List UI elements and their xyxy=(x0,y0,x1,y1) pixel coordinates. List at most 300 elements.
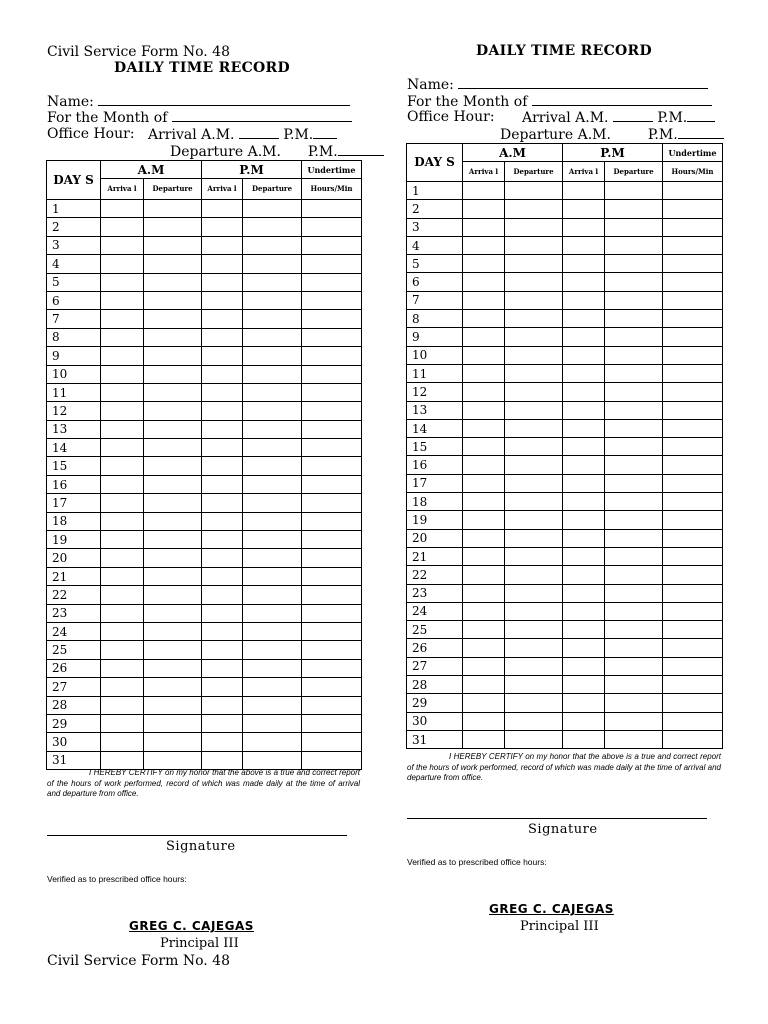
undertime-cell[interactable] xyxy=(663,493,723,511)
am-departure-cell[interactable] xyxy=(144,236,202,254)
am-departure-cell[interactable] xyxy=(144,494,202,512)
pm-arrival-cell[interactable] xyxy=(202,365,243,383)
am-arrival-cell[interactable] xyxy=(101,439,144,457)
am-arrival-cell[interactable] xyxy=(463,657,505,675)
am-arrival-cell[interactable] xyxy=(463,291,505,309)
am-arrival-cell[interactable] xyxy=(463,364,505,382)
pm-arrival-cell[interactable] xyxy=(202,494,243,512)
undertime-cell[interactable] xyxy=(302,457,362,475)
undertime-cell[interactable] xyxy=(302,328,362,346)
undertime-cell[interactable] xyxy=(302,586,362,604)
undertime-cell[interactable] xyxy=(302,678,362,696)
pm-arrival-cell[interactable] xyxy=(563,383,605,401)
am-arrival-cell[interactable] xyxy=(101,733,144,751)
am-departure-cell[interactable] xyxy=(505,547,563,565)
undertime-cell[interactable] xyxy=(302,512,362,530)
am-departure-cell[interactable] xyxy=(144,200,202,218)
undertime-cell[interactable] xyxy=(302,200,362,218)
am-departure-cell[interactable] xyxy=(144,347,202,365)
undertime-cell[interactable] xyxy=(663,529,723,547)
undertime-cell[interactable] xyxy=(302,383,362,401)
am-departure-cell[interactable] xyxy=(144,678,202,696)
am-arrival-cell[interactable] xyxy=(463,182,505,200)
name-blank[interactable] xyxy=(98,93,350,106)
pm-departure-cell[interactable] xyxy=(605,383,663,401)
pm-departure-cell[interactable] xyxy=(243,586,302,604)
departure-pm-blank[interactable] xyxy=(678,126,724,139)
pm-arrival-cell[interactable] xyxy=(563,456,605,474)
pm-arrival-cell[interactable] xyxy=(563,493,605,511)
pm-departure-cell[interactable] xyxy=(605,621,663,639)
undertime-cell[interactable] xyxy=(663,182,723,200)
am-arrival-cell[interactable] xyxy=(463,310,505,328)
undertime-cell[interactable] xyxy=(302,714,362,732)
pm-arrival-cell[interactable] xyxy=(563,694,605,712)
am-departure-cell[interactable] xyxy=(505,493,563,511)
pm-departure-cell[interactable] xyxy=(605,200,663,218)
month-blank[interactable] xyxy=(172,109,352,122)
undertime-cell[interactable] xyxy=(302,402,362,420)
am-departure-cell[interactable] xyxy=(144,218,202,236)
am-departure-cell[interactable] xyxy=(505,712,563,730)
am-departure-cell[interactable] xyxy=(144,751,202,769)
pm-arrival-cell[interactable] xyxy=(563,712,605,730)
am-departure-cell[interactable] xyxy=(144,439,202,457)
undertime-cell[interactable] xyxy=(663,310,723,328)
pm-departure-cell[interactable] xyxy=(605,310,663,328)
am-arrival-cell[interactable] xyxy=(463,694,505,712)
am-departure-cell[interactable] xyxy=(144,255,202,273)
am-departure-cell[interactable] xyxy=(144,402,202,420)
pm-departure-cell[interactable] xyxy=(243,696,302,714)
am-departure-cell[interactable] xyxy=(505,383,563,401)
pm-departure-cell[interactable] xyxy=(605,364,663,382)
am-arrival-cell[interactable] xyxy=(463,529,505,547)
pm-departure-cell[interactable] xyxy=(605,438,663,456)
am-departure-cell[interactable] xyxy=(505,182,563,200)
am-departure-cell[interactable] xyxy=(144,475,202,493)
pm-arrival-cell[interactable] xyxy=(202,641,243,659)
undertime-cell[interactable] xyxy=(663,200,723,218)
am-arrival-cell[interactable] xyxy=(101,347,144,365)
undertime-cell[interactable] xyxy=(663,621,723,639)
am-arrival-cell[interactable] xyxy=(463,273,505,291)
pm-arrival-cell[interactable] xyxy=(563,657,605,675)
undertime-cell[interactable] xyxy=(663,712,723,730)
am-departure-cell[interactable] xyxy=(144,659,202,677)
pm-arrival-cell[interactable] xyxy=(202,236,243,254)
pm-arrival-cell[interactable] xyxy=(202,439,243,457)
pm-arrival-cell[interactable] xyxy=(563,364,605,382)
am-departure-cell[interactable] xyxy=(505,474,563,492)
am-departure-cell[interactable] xyxy=(144,567,202,585)
pm-arrival-cell[interactable] xyxy=(563,676,605,694)
am-arrival-cell[interactable] xyxy=(101,200,144,218)
undertime-cell[interactable] xyxy=(663,328,723,346)
am-departure-cell[interactable] xyxy=(505,657,563,675)
pm-departure-cell[interactable] xyxy=(605,529,663,547)
am-departure-cell[interactable] xyxy=(505,364,563,382)
am-departure-cell[interactable] xyxy=(505,639,563,657)
pm-arrival-cell[interactable] xyxy=(563,639,605,657)
pm-departure-cell[interactable] xyxy=(605,255,663,273)
am-arrival-cell[interactable] xyxy=(463,621,505,639)
am-arrival-cell[interactable] xyxy=(101,659,144,677)
pm-departure-cell[interactable] xyxy=(605,182,663,200)
am-departure-cell[interactable] xyxy=(505,566,563,584)
pm-departure-cell[interactable] xyxy=(605,566,663,584)
am-departure-cell[interactable] xyxy=(505,529,563,547)
undertime-cell[interactable] xyxy=(663,346,723,364)
am-arrival-cell[interactable] xyxy=(463,438,505,456)
am-departure-cell[interactable] xyxy=(505,255,563,273)
pm-arrival-cell[interactable] xyxy=(202,733,243,751)
am-arrival-cell[interactable] xyxy=(463,218,505,236)
pm-arrival-cell[interactable] xyxy=(563,328,605,346)
pm-departure-cell[interactable] xyxy=(243,531,302,549)
pm-arrival-cell[interactable] xyxy=(202,475,243,493)
undertime-cell[interactable] xyxy=(663,218,723,236)
undertime-cell[interactable] xyxy=(302,531,362,549)
am-arrival-cell[interactable] xyxy=(101,457,144,475)
undertime-cell[interactable] xyxy=(302,475,362,493)
pm-arrival-cell[interactable] xyxy=(202,291,243,309)
pm-arrival-cell[interactable] xyxy=(563,474,605,492)
am-arrival-cell[interactable] xyxy=(101,402,144,420)
am-arrival-cell[interactable] xyxy=(101,586,144,604)
undertime-cell[interactable] xyxy=(302,218,362,236)
name-blank[interactable] xyxy=(458,76,708,89)
am-arrival-cell[interactable] xyxy=(101,531,144,549)
signature-line[interactable] xyxy=(407,818,707,819)
pm-departure-cell[interactable] xyxy=(243,347,302,365)
undertime-cell[interactable] xyxy=(302,604,362,622)
pm-departure-cell[interactable] xyxy=(605,694,663,712)
pm-arrival-cell[interactable] xyxy=(563,419,605,437)
am-arrival-cell[interactable] xyxy=(101,310,144,328)
am-departure-cell[interactable] xyxy=(144,604,202,622)
am-arrival-cell[interactable] xyxy=(101,641,144,659)
pm-departure-cell[interactable] xyxy=(243,273,302,291)
am-arrival-cell[interactable] xyxy=(463,383,505,401)
undertime-cell[interactable] xyxy=(663,566,723,584)
am-departure-cell[interactable] xyxy=(505,511,563,529)
pm-arrival-cell[interactable] xyxy=(563,236,605,254)
pm-departure-cell[interactable] xyxy=(243,420,302,438)
pm-departure-cell[interactable] xyxy=(605,547,663,565)
pm-arrival-cell[interactable] xyxy=(202,328,243,346)
undertime-cell[interactable] xyxy=(302,567,362,585)
am-arrival-cell[interactable] xyxy=(463,566,505,584)
undertime-cell[interactable] xyxy=(302,365,362,383)
pm-arrival-cell[interactable] xyxy=(563,584,605,602)
pm-departure-cell[interactable] xyxy=(605,712,663,730)
am-arrival-cell[interactable] xyxy=(101,696,144,714)
am-departure-cell[interactable] xyxy=(505,584,563,602)
am-arrival-cell[interactable] xyxy=(101,549,144,567)
am-arrival-cell[interactable] xyxy=(101,420,144,438)
am-arrival-cell[interactable] xyxy=(101,273,144,291)
pm-arrival-cell[interactable] xyxy=(202,622,243,640)
undertime-cell[interactable] xyxy=(663,584,723,602)
pm-arrival-cell[interactable] xyxy=(563,200,605,218)
arrival-pm-blank[interactable] xyxy=(687,109,715,122)
pm-departure-cell[interactable] xyxy=(243,512,302,530)
am-departure-cell[interactable] xyxy=(144,291,202,309)
undertime-cell[interactable] xyxy=(663,291,723,309)
am-arrival-cell[interactable] xyxy=(463,255,505,273)
am-departure-cell[interactable] xyxy=(144,383,202,401)
pm-arrival-cell[interactable] xyxy=(563,182,605,200)
pm-departure-cell[interactable] xyxy=(605,730,663,748)
pm-arrival-cell[interactable] xyxy=(202,586,243,604)
pm-departure-cell[interactable] xyxy=(243,475,302,493)
undertime-cell[interactable] xyxy=(302,622,362,640)
am-arrival-cell[interactable] xyxy=(463,419,505,437)
pm-departure-cell[interactable] xyxy=(605,676,663,694)
undertime-cell[interactable] xyxy=(302,347,362,365)
am-arrival-cell[interactable] xyxy=(463,602,505,620)
undertime-cell[interactable] xyxy=(302,420,362,438)
undertime-cell[interactable] xyxy=(663,419,723,437)
undertime-cell[interactable] xyxy=(663,401,723,419)
pm-departure-cell[interactable] xyxy=(605,657,663,675)
pm-arrival-cell[interactable] xyxy=(563,218,605,236)
pm-departure-cell[interactable] xyxy=(243,218,302,236)
am-arrival-cell[interactable] xyxy=(101,714,144,732)
am-departure-cell[interactable] xyxy=(144,512,202,530)
am-departure-cell[interactable] xyxy=(144,696,202,714)
am-departure-cell[interactable] xyxy=(505,730,563,748)
pm-arrival-cell[interactable] xyxy=(202,604,243,622)
am-departure-cell[interactable] xyxy=(505,236,563,254)
undertime-cell[interactable] xyxy=(663,236,723,254)
pm-departure-cell[interactable] xyxy=(243,310,302,328)
signature-line[interactable] xyxy=(47,835,347,836)
month-blank[interactable] xyxy=(532,93,712,106)
am-departure-cell[interactable] xyxy=(505,694,563,712)
arrival-pm-blank[interactable] xyxy=(313,126,337,139)
pm-arrival-cell[interactable] xyxy=(202,310,243,328)
am-departure-cell[interactable] xyxy=(505,419,563,437)
am-arrival-cell[interactable] xyxy=(101,475,144,493)
pm-arrival-cell[interactable] xyxy=(563,273,605,291)
am-arrival-cell[interactable] xyxy=(101,567,144,585)
am-arrival-cell[interactable] xyxy=(463,200,505,218)
am-departure-cell[interactable] xyxy=(144,365,202,383)
pm-arrival-cell[interactable] xyxy=(563,438,605,456)
pm-arrival-cell[interactable] xyxy=(563,621,605,639)
undertime-cell[interactable] xyxy=(302,439,362,457)
pm-arrival-cell[interactable] xyxy=(563,730,605,748)
pm-departure-cell[interactable] xyxy=(243,622,302,640)
pm-arrival-cell[interactable] xyxy=(563,346,605,364)
pm-departure-cell[interactable] xyxy=(243,678,302,696)
am-arrival-cell[interactable] xyxy=(463,547,505,565)
pm-departure-cell[interactable] xyxy=(605,291,663,309)
undertime-cell[interactable] xyxy=(663,602,723,620)
am-departure-cell[interactable] xyxy=(505,273,563,291)
pm-departure-cell[interactable] xyxy=(243,751,302,769)
pm-departure-cell[interactable] xyxy=(605,218,663,236)
pm-arrival-cell[interactable] xyxy=(202,714,243,732)
pm-departure-cell[interactable] xyxy=(605,419,663,437)
undertime-cell[interactable] xyxy=(302,291,362,309)
undertime-cell[interactable] xyxy=(663,657,723,675)
am-arrival-cell[interactable] xyxy=(463,584,505,602)
undertime-cell[interactable] xyxy=(663,547,723,565)
am-arrival-cell[interactable] xyxy=(101,383,144,401)
am-arrival-cell[interactable] xyxy=(101,236,144,254)
pm-departure-cell[interactable] xyxy=(605,639,663,657)
am-arrival-cell[interactable] xyxy=(101,218,144,236)
am-departure-cell[interactable] xyxy=(144,714,202,732)
am-departure-cell[interactable] xyxy=(505,456,563,474)
undertime-cell[interactable] xyxy=(663,383,723,401)
pm-departure-cell[interactable] xyxy=(243,733,302,751)
am-departure-cell[interactable] xyxy=(505,200,563,218)
pm-arrival-cell[interactable] xyxy=(202,273,243,291)
undertime-cell[interactable] xyxy=(663,474,723,492)
am-departure-cell[interactable] xyxy=(144,328,202,346)
pm-departure-cell[interactable] xyxy=(605,236,663,254)
pm-arrival-cell[interactable] xyxy=(563,511,605,529)
pm-arrival-cell[interactable] xyxy=(202,383,243,401)
pm-arrival-cell[interactable] xyxy=(563,547,605,565)
undertime-cell[interactable] xyxy=(302,273,362,291)
undertime-cell[interactable] xyxy=(302,659,362,677)
am-departure-cell[interactable] xyxy=(144,310,202,328)
pm-departure-cell[interactable] xyxy=(605,401,663,419)
arrival-am-blank[interactable] xyxy=(239,126,279,139)
am-arrival-cell[interactable] xyxy=(101,494,144,512)
am-arrival-cell[interactable] xyxy=(463,712,505,730)
pm-departure-cell[interactable] xyxy=(605,474,663,492)
pm-arrival-cell[interactable] xyxy=(563,566,605,584)
pm-departure-cell[interactable] xyxy=(243,383,302,401)
pm-arrival-cell[interactable] xyxy=(202,696,243,714)
am-departure-cell[interactable] xyxy=(144,457,202,475)
am-departure-cell[interactable] xyxy=(505,291,563,309)
undertime-cell[interactable] xyxy=(302,549,362,567)
am-departure-cell[interactable] xyxy=(144,531,202,549)
pm-departure-cell[interactable] xyxy=(243,567,302,585)
pm-arrival-cell[interactable] xyxy=(202,347,243,365)
pm-arrival-cell[interactable] xyxy=(563,310,605,328)
undertime-cell[interactable] xyxy=(302,310,362,328)
am-departure-cell[interactable] xyxy=(144,586,202,604)
pm-departure-cell[interactable] xyxy=(243,402,302,420)
pm-arrival-cell[interactable] xyxy=(563,602,605,620)
pm-departure-cell[interactable] xyxy=(243,365,302,383)
pm-arrival-cell[interactable] xyxy=(202,751,243,769)
am-departure-cell[interactable] xyxy=(505,602,563,620)
pm-departure-cell[interactable] xyxy=(243,604,302,622)
am-arrival-cell[interactable] xyxy=(101,604,144,622)
pm-departure-cell[interactable] xyxy=(243,457,302,475)
am-departure-cell[interactable] xyxy=(505,328,563,346)
pm-departure-cell[interactable] xyxy=(605,511,663,529)
arrival-am-blank[interactable] xyxy=(613,109,653,122)
am-arrival-cell[interactable] xyxy=(101,751,144,769)
undertime-cell[interactable] xyxy=(663,694,723,712)
am-arrival-cell[interactable] xyxy=(101,291,144,309)
pm-departure-cell[interactable] xyxy=(243,714,302,732)
am-departure-cell[interactable] xyxy=(505,346,563,364)
pm-arrival-cell[interactable] xyxy=(563,291,605,309)
pm-departure-cell[interactable] xyxy=(605,456,663,474)
am-arrival-cell[interactable] xyxy=(101,328,144,346)
am-departure-cell[interactable] xyxy=(144,733,202,751)
am-departure-cell[interactable] xyxy=(144,641,202,659)
pm-departure-cell[interactable] xyxy=(243,328,302,346)
am-departure-cell[interactable] xyxy=(505,438,563,456)
undertime-cell[interactable] xyxy=(302,751,362,769)
pm-arrival-cell[interactable] xyxy=(563,255,605,273)
pm-arrival-cell[interactable] xyxy=(202,567,243,585)
am-arrival-cell[interactable] xyxy=(463,474,505,492)
pm-departure-cell[interactable] xyxy=(243,494,302,512)
am-departure-cell[interactable] xyxy=(505,310,563,328)
undertime-cell[interactable] xyxy=(663,255,723,273)
am-arrival-cell[interactable] xyxy=(463,236,505,254)
pm-arrival-cell[interactable] xyxy=(202,420,243,438)
pm-arrival-cell[interactable] xyxy=(563,401,605,419)
am-arrival-cell[interactable] xyxy=(463,328,505,346)
pm-departure-cell[interactable] xyxy=(243,255,302,273)
undertime-cell[interactable] xyxy=(302,641,362,659)
pm-arrival-cell[interactable] xyxy=(202,678,243,696)
pm-departure-cell[interactable] xyxy=(605,493,663,511)
am-arrival-cell[interactable] xyxy=(463,456,505,474)
undertime-cell[interactable] xyxy=(663,273,723,291)
pm-departure-cell[interactable] xyxy=(605,584,663,602)
undertime-cell[interactable] xyxy=(302,733,362,751)
pm-departure-cell[interactable] xyxy=(605,328,663,346)
undertime-cell[interactable] xyxy=(302,494,362,512)
pm-arrival-cell[interactable] xyxy=(202,402,243,420)
am-departure-cell[interactable] xyxy=(505,676,563,694)
pm-departure-cell[interactable] xyxy=(243,236,302,254)
pm-arrival-cell[interactable] xyxy=(202,457,243,475)
pm-departure-cell[interactable] xyxy=(243,439,302,457)
am-arrival-cell[interactable] xyxy=(463,511,505,529)
am-departure-cell[interactable] xyxy=(144,549,202,567)
pm-arrival-cell[interactable] xyxy=(202,531,243,549)
am-arrival-cell[interactable] xyxy=(463,401,505,419)
undertime-cell[interactable] xyxy=(663,456,723,474)
pm-arrival-cell[interactable] xyxy=(202,549,243,567)
pm-departure-cell[interactable] xyxy=(243,549,302,567)
pm-arrival-cell[interactable] xyxy=(563,529,605,547)
am-departure-cell[interactable] xyxy=(144,273,202,291)
am-arrival-cell[interactable] xyxy=(463,346,505,364)
pm-arrival-cell[interactable] xyxy=(202,255,243,273)
am-departure-cell[interactable] xyxy=(144,420,202,438)
undertime-cell[interactable] xyxy=(302,696,362,714)
undertime-cell[interactable] xyxy=(663,511,723,529)
undertime-cell[interactable] xyxy=(302,255,362,273)
am-arrival-cell[interactable] xyxy=(101,365,144,383)
am-departure-cell[interactable] xyxy=(505,401,563,419)
undertime-cell[interactable] xyxy=(663,730,723,748)
am-arrival-cell[interactable] xyxy=(463,730,505,748)
am-arrival-cell[interactable] xyxy=(101,255,144,273)
am-departure-cell[interactable] xyxy=(505,621,563,639)
pm-departure-cell[interactable] xyxy=(243,659,302,677)
am-arrival-cell[interactable] xyxy=(463,493,505,511)
undertime-cell[interactable] xyxy=(663,364,723,382)
